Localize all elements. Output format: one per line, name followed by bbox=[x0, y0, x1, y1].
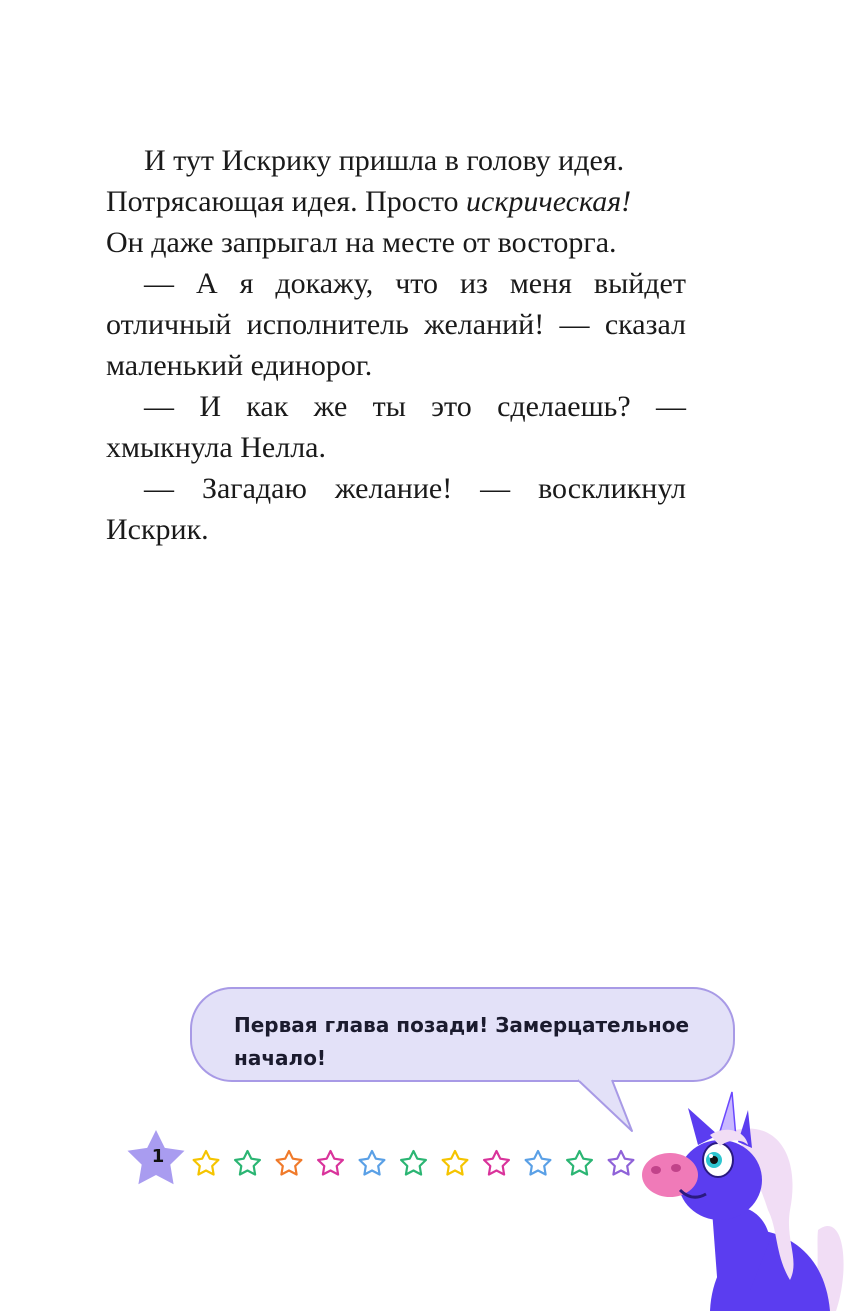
chapter-star-icon bbox=[360, 1151, 385, 1175]
page-number: 1 bbox=[151, 1146, 165, 1167]
story-line: И тут Искрику пришла в голову идея. bbox=[144, 144, 625, 177]
chapter-progress bbox=[126, 1130, 646, 1192]
chapter-star-icon bbox=[484, 1151, 509, 1175]
chapter-star-icon bbox=[526, 1151, 551, 1175]
chapter-star-icon bbox=[318, 1151, 343, 1175]
chapter-star-icon bbox=[443, 1151, 468, 1175]
chapter-star-icon bbox=[609, 1151, 634, 1175]
speech-bubble-text: Первая глава позади! Замерцательное начало! bbox=[234, 1013, 690, 1070]
story-line: Потрясающая идея. Просто bbox=[106, 185, 467, 218]
story-paragraph-2: — А я докажу, что из меня выйдет отличный исполнитель желаний! — сказал маленький единорог. bbox=[106, 267, 686, 382]
chapter-star-icon bbox=[567, 1151, 592, 1175]
story-emphasis: искрическая! bbox=[466, 185, 632, 218]
chapter-star-icon bbox=[401, 1151, 426, 1175]
story-paragraph-1 bbox=[106, 140, 686, 263]
chapter-star-icon bbox=[235, 1151, 260, 1175]
speech-bubble bbox=[190, 987, 735, 1082]
unicorn-icon bbox=[640, 1090, 844, 1311]
chapter-star-icon bbox=[194, 1151, 219, 1175]
story-paragraph-3: — И как же ты это сделаешь? — хмыкнула Нелла. bbox=[106, 390, 686, 464]
story-paragraph-4: — Загадаю желание! — воскликнул Искрик. bbox=[106, 472, 686, 546]
speech-bubble-tail bbox=[560, 1075, 640, 1135]
story-line: Он даже запрыгал на месте от восторга. bbox=[106, 226, 617, 259]
chapter-star-icon bbox=[277, 1151, 302, 1175]
story-text bbox=[106, 140, 686, 550]
